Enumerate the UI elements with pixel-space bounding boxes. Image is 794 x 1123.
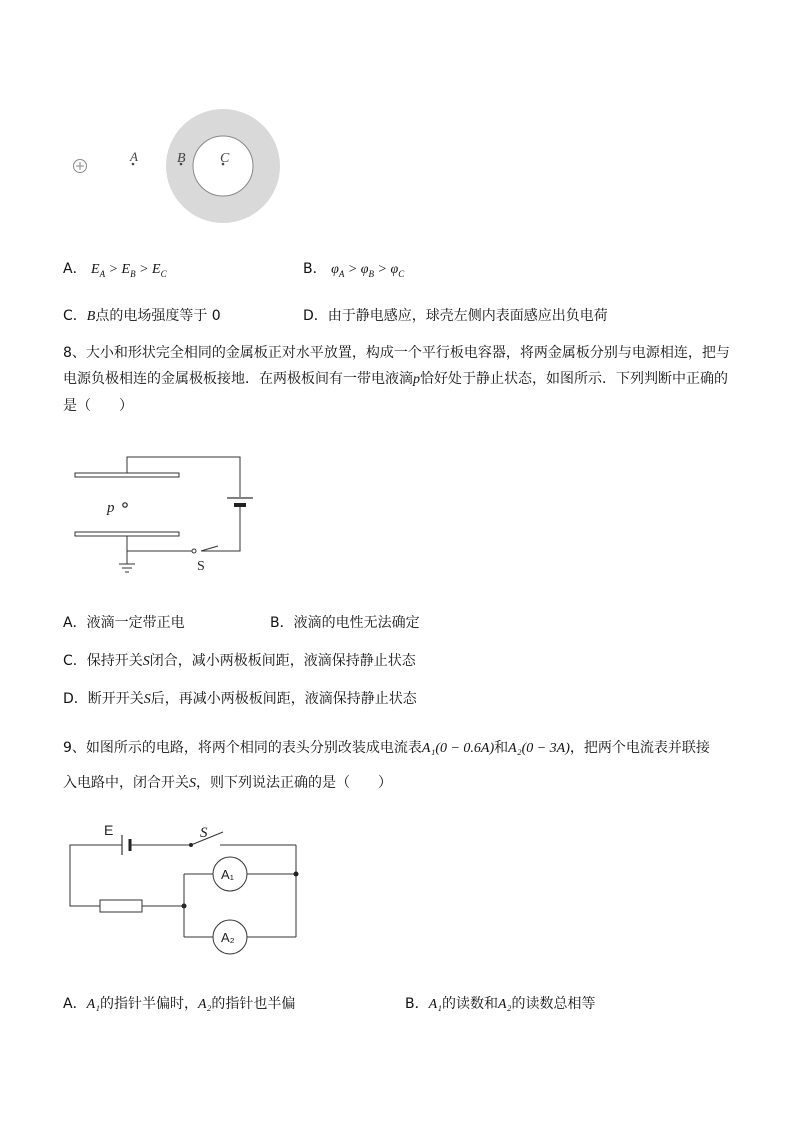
label-b: B: [177, 151, 186, 166]
q7-option-b-formula: $\varphi_A > \varphi_B > \varphi_C$: [331, 262, 405, 279]
label-s: S: [197, 559, 205, 574]
droplet: [123, 503, 127, 507]
bottom-plate: [75, 532, 179, 536]
shell-inner: [193, 136, 253, 196]
q8-option-a: A．液滴一定带正电: [63, 615, 185, 631]
label-c: C: [220, 151, 230, 166]
q8-option-b: B．液滴的电性无法确定: [270, 615, 420, 631]
figure-ammeter-circuit: [60, 815, 310, 955]
q7-option-d: D．由于静电感应，球壳左侧内表面感应出负电荷: [303, 308, 608, 324]
ammeter-a1-label: A₁: [221, 867, 235, 882]
label-a: A: [130, 149, 138, 164]
q7-option-a: A． $E_A > E_B > E_C$: [63, 261, 167, 279]
label-p: p: [107, 500, 115, 516]
q8-option-c: C．保持开关S闭合，减小两极板间距，液滴保持静止状态: [63, 653, 416, 669]
q8-option-d: D．断开开关S后，再减小两极板间距，液滴保持静止状态: [63, 691, 417, 707]
q7-option-b: B． $\varphi_A > \varphi_B > \varphi_C$: [303, 261, 405, 279]
label-e: E: [104, 822, 114, 838]
q8-stem: 8、大小和形状完全相同的金属板正对水平放置，构成一个平行板电容器，将两金属板分别与电源相连，把与 电源负极相连的金属极板接地．在两极板间有一带电液滴p恰好处于静止状态，如图所示．下列判断中正确的 是（ ）: [63, 345, 730, 414]
label-switch-s: S: [200, 825, 208, 841]
q9-option-a: A．A₁的指针半偏时，A₂的指针也半偏: [63, 996, 296, 1012]
figure-capacitor: [68, 450, 268, 580]
figure-spherical-shell: [60, 100, 300, 230]
q9-stem: 9、如图所示的电路，将两个相同的表头分别改装成电流表A₁(0 − 0.6A)和A₂(0 − 3A)，把两个电流表并联接 入电路中，闭合开关S，则下列说法正确的是（ ）: [63, 740, 710, 791]
resistor: [100, 900, 142, 912]
q7-option-a-formula: $E_A > E_B > E_C$: [91, 262, 167, 279]
q7-option-c: C．B点的电场强度等于 0: [63, 308, 221, 324]
switch-blade: [201, 546, 218, 551]
top-plate: [75, 473, 179, 477]
ammeter-a2-label: A₂: [221, 930, 235, 945]
q9-option-b: B．A₁的读数和A₂的读数总相等: [405, 996, 596, 1012]
